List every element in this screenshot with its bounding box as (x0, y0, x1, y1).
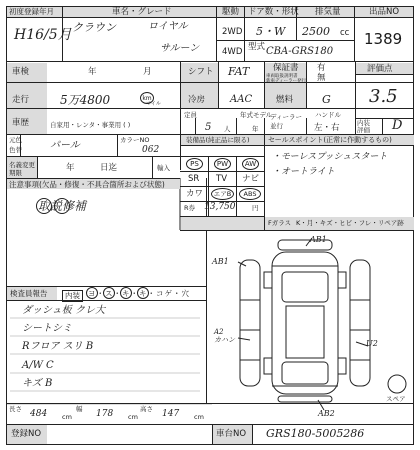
doors-label: ドア数・形状 (248, 7, 299, 17)
warranty-ari: 有 (317, 63, 326, 73)
grade-line1: ロイヤル (148, 21, 188, 32)
capacity-label: 定員 (184, 111, 197, 119)
lot-value: 1389 (364, 30, 403, 48)
inspector-line-1: ダッシュ板 クレ大 (22, 305, 105, 316)
equip-pw: PW (214, 158, 231, 170)
shaken-month: 月 (143, 67, 152, 77)
handle-label: ハンドル (315, 111, 341, 119)
frame-value: GRS180-5005286 (266, 427, 365, 440)
lot-label: 出品NO (369, 7, 400, 17)
score-label: 評価点 (367, 64, 393, 74)
damage-a2-left: A2 カハン (214, 328, 235, 344)
width-unit: cm (128, 413, 138, 421)
history-label: 車歴 (12, 118, 30, 128)
meigi-year: 年 (66, 163, 75, 173)
carname-label: 車名・グレード (112, 7, 172, 17)
damage-ab2-rear: AB2 (318, 409, 335, 418)
width-value: 178 (96, 409, 114, 419)
width-label: 幅 (76, 405, 83, 413)
history-options: 自家用・レンタ・事業用 ( ) (50, 121, 131, 129)
inspector-line-4: A/W C (22, 360, 54, 371)
carname-value: クラウン (72, 21, 116, 34)
capacity-unit: 人 (224, 125, 231, 133)
fglass-options: K・月・キズ・ヒビ・フレ・リペア跡 (296, 219, 404, 227)
warranty-nashi: 無 (317, 73, 326, 83)
height-value: 147 (162, 409, 180, 419)
shaken-year: 年 (88, 67, 97, 77)
color-original-label: 元色 (9, 136, 22, 144)
first-reg-label: 初度登録年月 (9, 7, 54, 16)
length-value: 484 (30, 409, 48, 419)
equip-navi: ナビ (242, 174, 260, 184)
equip-abs: ABS (239, 188, 261, 200)
length-unit: cm (62, 413, 72, 421)
fglass-label: Fガラス (268, 219, 292, 227)
shift-label: シフト (188, 67, 214, 77)
mileage-km-circle: km (140, 92, 154, 104)
colorno-value: 062 (142, 145, 160, 155)
fuel-label: 燃料 (276, 95, 294, 105)
recycle-label: R券 (184, 204, 196, 212)
sales-point-2: ・オートライト (272, 167, 335, 177)
spare-label: スペア (386, 395, 406, 403)
fuel-value: G (322, 93, 331, 106)
doors-value: 5・W (256, 25, 286, 38)
grade-line2: サルーン (160, 43, 200, 54)
meigi-label: 名義変更期限 (9, 161, 35, 177)
damage-ab1-front: AB1 (310, 235, 327, 244)
handle-value: 左・右 (314, 123, 340, 133)
import-label: 輸入 (157, 164, 170, 172)
mileage-label: 走行 (12, 95, 30, 105)
facelift-label: 年式モデル (240, 111, 273, 119)
inspector-interior-label: 内装 (62, 290, 83, 302)
displacement-value: 2500 (302, 25, 330, 38)
interior-score-label: 内装 評価 (357, 119, 370, 134)
equip-aw: AW (242, 158, 259, 170)
inspector-title: 検査員報告 (10, 289, 48, 298)
color-value: パール (50, 140, 80, 151)
model-year-label: 年 (252, 125, 259, 133)
inspector-line-5: キズ B (22, 378, 53, 389)
length-label: 長さ (9, 405, 22, 413)
drive-4wd: 4WD (222, 47, 243, 57)
ac-label: 冷房 (188, 95, 206, 105)
height-label: 高さ (140, 405, 153, 413)
drive-label: 駆動 (222, 7, 240, 17)
damage-u2-right: U2 (366, 339, 378, 348)
equip-sr: SR (188, 174, 200, 184)
regno-label: 登録NO (11, 429, 42, 439)
notes-title: 注意事項(欠品・修復・不具合箇所および状態) (9, 180, 165, 189)
model-label: 型式 (248, 42, 266, 52)
notes-text: 取説修補 (38, 199, 87, 213)
sales-points-title: セールスポイント(正常に作動するもの) (268, 136, 392, 144)
mileage-value: 5万4800 (60, 93, 111, 107)
drive-2wd: 2WD (222, 27, 243, 37)
first-reg-value: H16/5月 (14, 27, 72, 43)
equipment-title: 装備品(純正品に限る) (186, 136, 250, 144)
displacement-label: 排気量 (315, 7, 341, 17)
displacement-unit: cc (340, 28, 350, 38)
mileage-mile: マイル (146, 101, 161, 107)
equip-leather: カワ (186, 189, 204, 199)
frame-label: 車台NO (216, 429, 247, 439)
inspector-line-2: シートシミ (22, 323, 72, 334)
interior-score-value: D (392, 118, 403, 133)
model-value: CBA-GRS180 (266, 46, 334, 57)
color-change-label: 色替 (9, 146, 22, 154)
dealer-label: ディーラー 並行 (270, 113, 302, 130)
recycle-unit: 円 (252, 204, 259, 212)
inspector-interior-options: ヨ・ス・キ・キ・コゲ・穴 (88, 289, 190, 298)
meigi-day: 日迄 (100, 163, 118, 173)
score-value: 3.5 (369, 86, 398, 107)
warranty-label: 保証書 (273, 63, 299, 73)
capacity-value: 5 (205, 122, 212, 133)
equip-tv: TV (216, 174, 228, 184)
colorno-label: カラーNO (120, 136, 150, 144)
ac-value: AAC (230, 94, 253, 105)
equip-ps: PS (186, 158, 203, 170)
inspector-line-3: Rフロア スリ B (22, 341, 94, 352)
shift-value: FAT (228, 65, 250, 78)
equip-airbag: エアB (211, 188, 234, 200)
height-unit: cm (194, 413, 204, 421)
recycle-value: 13,750 (204, 202, 236, 212)
damage-ab1-left: AB1 (212, 257, 229, 266)
sales-point-1: ・モーレスプッシュスタート (272, 152, 388, 162)
warranty-sub: 車両取扱説明書 新車ディーラー発行 (266, 74, 307, 84)
shaken-label: 車検 (12, 67, 30, 77)
